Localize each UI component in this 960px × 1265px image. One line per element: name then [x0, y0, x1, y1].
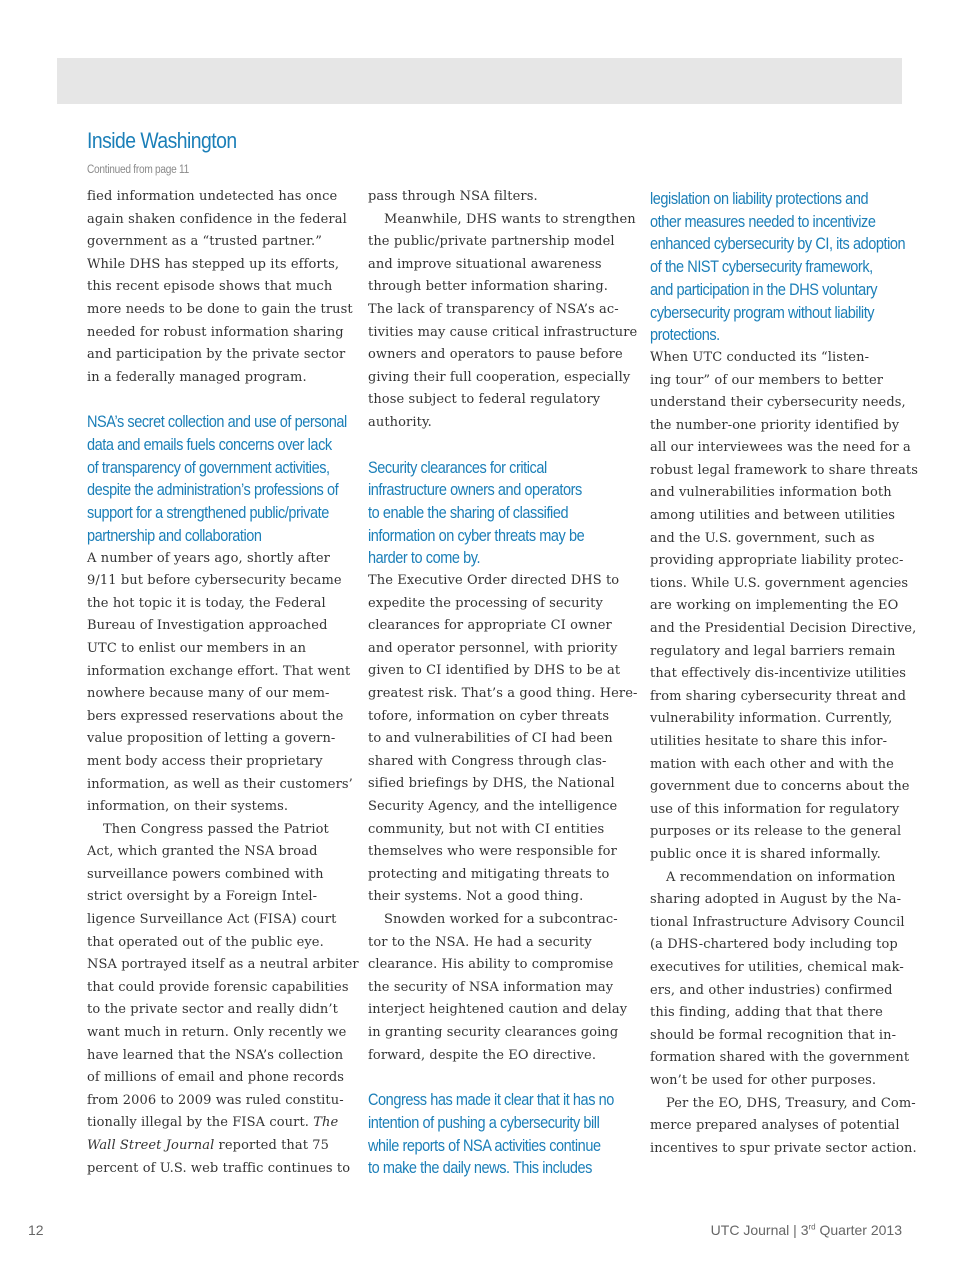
body-line: tivities may cause critical infrastructure — [368, 324, 638, 340]
subheading-line: harder to come by. — [368, 549, 481, 568]
body-line: and the U.S. government, such as — [650, 530, 875, 546]
subheading-line: Congress has made it clear that it has no — [368, 1091, 614, 1110]
subheading-line: data and emails fuels concerns over lack — [87, 436, 332, 455]
body-line: use of this information for regulatory — [650, 801, 900, 817]
subheading-line: protections. — [650, 326, 720, 345]
body-line: from sharing cybersecurity threat and — [650, 688, 907, 704]
subheading-line: and participation in the DHS voluntary — [650, 280, 878, 299]
subheading-line: legislation on liability protections and — [650, 190, 869, 208]
body-line: the number-one priority identified by — [650, 417, 900, 433]
body-line: this finding, adding that that there — [650, 1005, 883, 1021]
body-line: nowhere because many of our mem- — [87, 686, 330, 702]
body-line: those subject to federal regulatory — [368, 392, 601, 408]
body-line: public once it is shared informally. — [650, 846, 881, 862]
body-line: purposes or its release to the general — [650, 824, 902, 840]
body-line: surveillance powers combined with — [87, 866, 324, 882]
body-line: themselves who were responsible for — [368, 844, 617, 860]
body-line: A recommendation on information — [666, 869, 896, 885]
body-line: robust legal framework to share threats — [650, 462, 919, 478]
body-line: vulnerability information. Currently, — [650, 711, 893, 727]
body-line: (a DHS-chartered body including top — [650, 937, 898, 953]
body-line: information, on their systems. — [87, 799, 289, 815]
body-line: interject heightened caution and delay — [368, 1002, 628, 1018]
footer-separator: | — [789, 1222, 801, 1238]
body-line: While DHS has stepped up its efforts, — [87, 256, 340, 272]
body-line: understand their cybersecurity needs, — [650, 395, 906, 411]
body-line: formation shared with the government — [650, 1050, 910, 1066]
body-line: their systems. Not a good thing. — [368, 889, 584, 905]
body-line: and operator personnel, with priority — [368, 640, 618, 656]
column-2 — [368, 186, 638, 1180]
issue-suffix: rd — [808, 1222, 816, 1232]
body-line: ers, and other industries) confirmed — [650, 982, 893, 998]
body-line: in a federally managed program. — [87, 369, 307, 385]
section-title: Inside Washington — [87, 128, 237, 153]
body-line: tional Infrastructure Advisory Council — [650, 914, 905, 930]
body-line: protecting and mitigating threats to — [368, 866, 610, 882]
body-line: The lack of transparency of NSA’s ac- — [368, 301, 619, 317]
body-line: the security of NSA information may — [368, 979, 614, 995]
subheading-line: infrastructure owners and operators — [368, 481, 582, 500]
body-line: When UTC conducted its “listen- — [650, 349, 870, 365]
body-line: ing tour” of our members to better — [650, 372, 884, 388]
body-line: through better information sharing. — [368, 279, 609, 295]
body-line: all our interviewees was the need for a — [650, 440, 911, 456]
body-line: Act, which granted the NSA broad — [87, 844, 318, 860]
body-line: 9/11 but before cybersecurity became — [87, 573, 342, 589]
body-line: government due to concerns about the — [650, 779, 910, 795]
body-line: shared with Congress through clas- — [368, 753, 607, 769]
body-line: needed for robust information sharing — [87, 324, 344, 340]
body-line: ment body access their proprietary — [87, 753, 323, 769]
body-line: and vulnerabilities information both — [650, 485, 892, 501]
body-line: to the private sector and really didn’t — [87, 1002, 338, 1018]
body-line: incentives to spur private sector action. — [650, 1140, 917, 1156]
subheading-line: other measures needed to incentivize — [650, 212, 876, 231]
subheading-line: intention of pushing a cybersecurity bill — [368, 1113, 600, 1132]
body-line: Bureau of Investigation approached — [87, 618, 328, 634]
subheading-line: to enable the sharing of classified — [368, 503, 569, 522]
body-line: executives for utilities, chemical mak- — [650, 959, 904, 975]
body-line: clearance. His ability to compromise — [368, 957, 614, 973]
body-line: sified briefings by DHS, the National — [368, 776, 615, 792]
body-line: government as a “trusted partner.” — [87, 234, 323, 250]
subheading-line: while reports of NSA activities continue — [368, 1136, 601, 1155]
body-line: won’t be used for other purposes. — [650, 1072, 877, 1088]
body-line: information, as well as their customers’ — [87, 776, 353, 792]
issue-number: 3 — [800, 1222, 809, 1238]
subheading-line: enhanced cybersecurity by CI, its adoption — [650, 235, 906, 254]
body-line: from 2006 to 2009 was ruled constitu- — [87, 1092, 344, 1108]
body-line: tofore, information on cyber threats — [368, 708, 610, 724]
issue-quarter: Quarter 2013 — [815, 1222, 902, 1238]
body-line: ligence Surveillance Act (FISA) court — [87, 912, 337, 928]
body-line: more needs to be done to gain the trust — [87, 301, 353, 317]
body-line: tions. While U.S. government agencies — [650, 575, 909, 591]
body-line: Per the EO, DHS, Treasury, and Com- — [666, 1095, 916, 1111]
body-line: merce prepared analyses of potential — [650, 1118, 900, 1134]
body-line: of millions of email and phone records — [87, 1070, 345, 1086]
body-line: tor to the NSA. He had a security — [368, 934, 592, 950]
subheading-line: despite the administration’s professions of — [87, 481, 339, 500]
body-line: providing appropriate liability protec- — [650, 553, 904, 569]
body-line: community, but not with CI entities — [368, 821, 605, 837]
body-line: among utilities and between utilities — [650, 508, 896, 524]
body-line: Snowden worked for a subcontrac- — [384, 911, 618, 927]
body-line: expedite the processing of security — [368, 595, 603, 611]
body-line: have learned that the NSA’s collection — [87, 1047, 344, 1063]
body-line: authority. — [368, 414, 432, 430]
body-line: and improve situational awareness — [368, 256, 602, 272]
body-line: strict oversight by a Foreign Intel- — [87, 889, 318, 905]
page-number: 12 — [28, 1222, 44, 1238]
column-3 — [650, 186, 919, 1160]
continued-note: Continued from page 11 — [87, 164, 190, 176]
body-line: given to CI identified by DHS to be at — [368, 663, 621, 679]
body-line: NSA portrayed itself as a neutral arbiter — [87, 957, 359, 973]
body-line: value proposition of letting a govern- — [87, 731, 336, 747]
body-line: forward, despite the EO directive. — [368, 1047, 597, 1063]
column-1 — [87, 186, 359, 1180]
body-line: and participation by the private sector — [87, 347, 346, 363]
body-line: the public/private partnership model — [368, 234, 615, 250]
body-line: should be formal recognition that in- — [650, 1027, 897, 1043]
body-line: Then Congress passed the Patriot — [103, 821, 329, 837]
body-line: regulatory and legal barriers remain — [650, 643, 896, 659]
body-line: fied information undetected has once — [87, 189, 338, 204]
body-line: UTC to enlist our members in an — [87, 640, 307, 656]
body-line: want much in return. Only recently we — [87, 1025, 347, 1041]
journal-name: UTC Journal — [710, 1222, 790, 1238]
header-band — [57, 58, 902, 104]
body-line: bers expressed reservations about the — [87, 708, 344, 724]
subheading-line: NSA’s secret collection and use of personal — [87, 413, 347, 432]
body-line: that could provide forensic capabilities — [87, 979, 349, 995]
body-line: Wall Street Journal reported that 75 — [87, 1138, 330, 1153]
subheading-line: partnership and collaboration — [87, 526, 262, 545]
body-line: again shaken confidence in the federal — [87, 211, 347, 227]
body-line: The Executive Order directed DHS to — [368, 573, 620, 589]
body-line: percent of U.S. web traffic continues to — [87, 1160, 351, 1176]
subheading-line: of the NIST cybersecurity framework, — [650, 258, 873, 277]
body-line: owners and operators to pause before — [368, 347, 623, 363]
body-line: Meanwhile, DHS wants to strengthen — [384, 211, 636, 227]
body-line: that effectively dis-incentivize utilities — [650, 666, 907, 682]
subheading-line: Security clearances for critical — [368, 458, 547, 477]
body-line: pass through NSA filters. — [368, 189, 538, 204]
body-line: the hot topic it is today, the Federal — [87, 595, 326, 611]
body-line: tionally illegal by the FISA court. The — [87, 1115, 339, 1131]
journal-footer — [711, 1222, 902, 1238]
body-line: A number of years ago, shortly after — [87, 550, 330, 566]
body-line: that operated out of the public eye. — [87, 934, 324, 950]
body-line: sharing adopted in August by the Na- — [650, 892, 902, 908]
body-line: are working on implementing the EO — [650, 598, 899, 614]
body-line: in granting security clearances going — [368, 1024, 619, 1040]
body-line: mation with each other and with the — [650, 756, 894, 772]
body-line: clearances for appropriate CI owner — [368, 618, 612, 634]
subheading-line: of transparency of government activities, — [87, 458, 330, 477]
body-line: this recent episode shows that much — [87, 279, 333, 295]
body-line: utilities hesitate to share this infor- — [650, 734, 888, 750]
body-line: giving their full cooperation, especially — [368, 369, 631, 385]
body-line: Security Agency, and the intelligence — [368, 798, 618, 814]
subheading-line: cybersecurity program without liability — [650, 303, 875, 322]
body-line: information exchange effort. That went — [87, 663, 351, 679]
subheading-line: to make the daily news. This includes — [368, 1159, 592, 1178]
body-line: greatest risk. That’s a good thing. Here- — [368, 686, 638, 702]
body-line: to and vulnerabilities of CI had been — [368, 731, 613, 747]
body-line: and the Presidential Decision Directive, — [650, 621, 917, 637]
subheading-line: information on cyber threats may be — [368, 526, 585, 545]
subheading-line: support for a strengthened public/private — [87, 504, 329, 523]
